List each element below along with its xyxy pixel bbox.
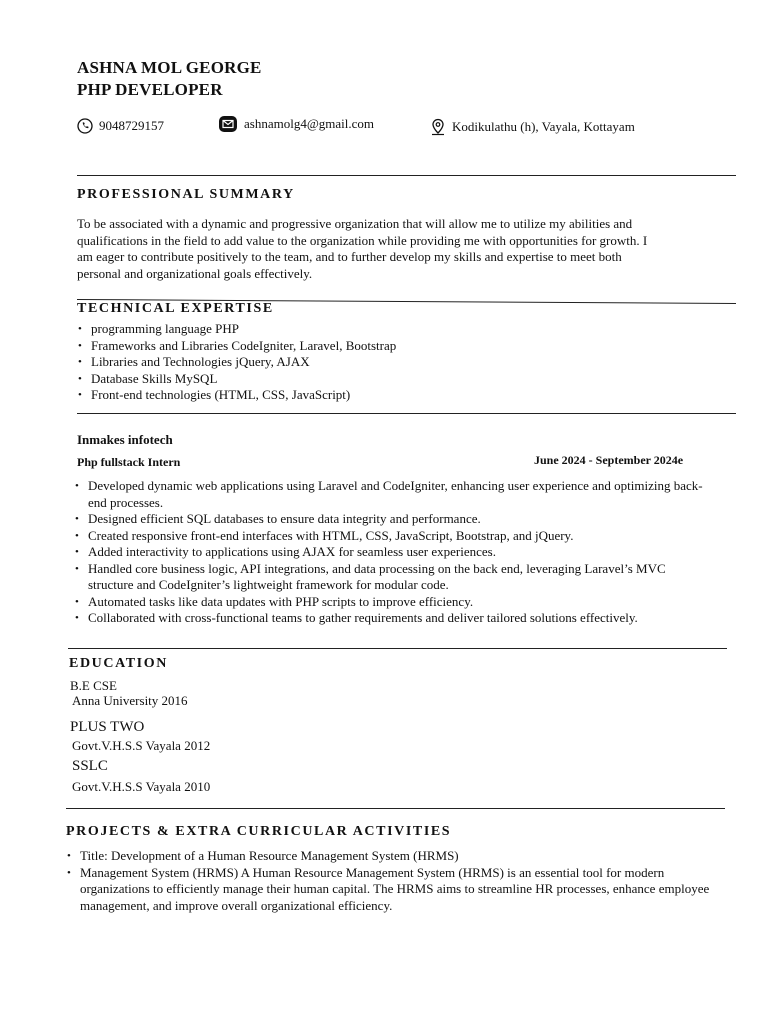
summary-line: personal and organizational goals effectively. (77, 265, 313, 281)
summary-paragraph (77, 216, 737, 282)
list-item: • Handled core business logic, API integrations, and data processing on the back end, leveraging Laravel’s MVC structure and CodeIgniter’s lightweight framework for modular code. (74, 561, 714, 594)
technical-list (77, 321, 727, 404)
projects-heading: PROJECTS & EXTRA CURRICULAR ACTIVITIES (66, 824, 452, 839)
projects-list (66, 848, 716, 914)
list-item: • Created responsive front-end interfaces with HTML, CSS, JavaScript, Bootstrap, and jQuery. (74, 528, 714, 545)
list-item: • Database Skills MySQL (77, 371, 727, 388)
divider (66, 808, 725, 809)
contact-phone (77, 116, 164, 136)
plus-two-title: PLUS TWO (70, 719, 145, 735)
summary-line: am eager to contribute positively to the team, and to further develop my skills and expertise to meet both (77, 249, 622, 264)
list-item: • programming language PHP (77, 321, 727, 338)
summary-heading: PROFESSIONAL SUMMARY (77, 187, 295, 202)
divider (77, 413, 736, 414)
company-name: Inmakes infotech (77, 432, 173, 447)
experience-list (74, 478, 714, 627)
technical-heading: TECHNICAL EXPERTISE (77, 301, 274, 316)
phone-number: 9048729157 (99, 118, 164, 133)
address-text: Kodikulathu (h), Vayala, Kottayam (452, 119, 635, 134)
education-heading: EDUCATION (69, 656, 168, 671)
contact-email (218, 114, 374, 134)
role-title: Php fullstack Intern (77, 455, 181, 469)
divider (77, 175, 736, 176)
plus-two-detail: Govt.V.H.S.S Vayala 2012 (72, 738, 211, 753)
email-address: ashnamolg4@gmail.com (244, 116, 375, 131)
contact-address (430, 117, 635, 137)
degree-detail: Anna University 2016 (72, 693, 188, 708)
list-item: • Title: Development of a Human Resource Management System (HRMS) (66, 848, 716, 865)
list-item: • Collaborated with cross-functional teams to gather requirements and deliver tailored solutions effectively. (74, 610, 714, 627)
job-title: PHP DEVELOPER (77, 80, 223, 99)
summary-line: qualifications in the field to add value to the organization while providing me with opportunities for growth. I (77, 232, 648, 248)
list-item: • Added interactivity to applications using AJAX for seamless user experiences. (74, 544, 714, 561)
sslc-detail: Govt.V.H.S.S Vayala 2010 (72, 779, 211, 794)
summary-line: To be associated with a dynamic and progressive organization that will allow me to utilize my abilities and (77, 216, 633, 231)
divider (68, 648, 727, 649)
list-item: • Frameworks and Libraries CodeIgniter, Laravel, Bootstrap (77, 338, 727, 355)
candidate-name: ASHNA MOL GEORGE (77, 58, 262, 77)
mail-icon (218, 115, 238, 133)
list-item: • Automated tasks like data updates with PHP scripts to improve efficiency. (74, 594, 714, 611)
employment-dates: June 2024 - September 2024e (534, 453, 684, 467)
list-item: • Developed dynamic web applications using Laravel and CodeIgniter, enhancing user experience and optimizing back-end processes. (74, 478, 714, 511)
phone-icon (77, 118, 93, 134)
list-item: • Libraries and Technologies jQuery, AJAX (77, 354, 727, 371)
sslc-title: SSLC (72, 758, 108, 774)
degree-title: B.E CSE (70, 678, 117, 693)
location-pin-icon (430, 118, 446, 136)
list-item: • Management System (HRMS) A Human Resource Management System (HRMS) is an essential tool for modern organizations to efficiently manage their human capital. The HRMS aims to streamline HR processes, enhance employee management, and improve overall organizational efficiency. (66, 865, 716, 915)
list-item: • Front-end technologies (HTML, CSS, JavaScript) (77, 387, 727, 404)
list-item: • Designed efficient SQL databases to ensure data integrity and performance. (74, 511, 714, 528)
